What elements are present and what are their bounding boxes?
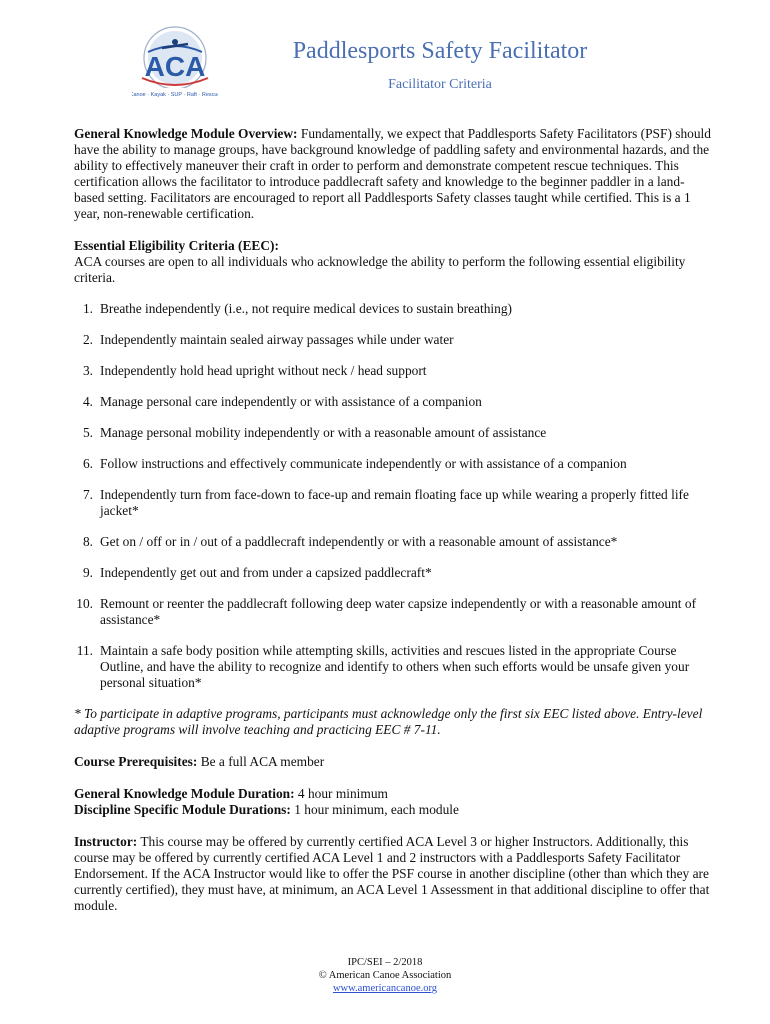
overview-text: Fundamentally, we expect that Paddlesports Safety Facilitators (PSF) should have the ability to manage groups, have background knowledge of paddling safety and environmental hazards, and the ability to effectively maneuver their craft in order to perform and demonstrate competent rescue techniques. This certification allows the facilitator to introduce paddlecraft safety and knowledge to the beginner paddler in a land-based setting. Facilitators are encouraged to report all Paddlesports Safety classes taught while certified. This is a 1 year, non-renewable certification. bbox=[74, 126, 711, 221]
instructor-heading: Instructor: bbox=[74, 834, 138, 849]
document-body bbox=[74, 126, 714, 914]
prerequisites-text: Be a full ACA member bbox=[197, 754, 325, 769]
list-item-text: Independently hold head upright without neck / head support bbox=[100, 363, 427, 378]
list-item bbox=[74, 363, 714, 379]
list-item bbox=[74, 534, 714, 550]
copyright-text: © American Canoe Association bbox=[318, 970, 452, 981]
list-item bbox=[74, 332, 714, 348]
aca-logo bbox=[132, 22, 218, 102]
list-item bbox=[74, 456, 714, 472]
discipline-duration-heading: Discipline Specific Module Durations: bbox=[74, 802, 291, 817]
general-duration-heading: General Knowledge Module Duration: bbox=[74, 786, 295, 801]
discipline-duration-text: 1 hour minimum, each module bbox=[290, 802, 459, 817]
eec-intro: ACA courses are open to all individuals who acknowledge the ability to perform the following essential eligibility criteria. bbox=[74, 254, 686, 285]
list-item-number: 5. bbox=[82, 425, 93, 440]
list-item-text: Manage personal mobility independently or with a reasonable amount of assistance bbox=[100, 425, 547, 440]
list-item bbox=[74, 425, 714, 441]
list-item-text: Breathe independently (i.e., not require medical devices to sustain breathing) bbox=[100, 301, 512, 316]
list-item-number: 10. bbox=[76, 596, 93, 611]
svg-text:Canoe · Kayak · SUP · Raft · R: Canoe · Kayak · SUP · Raft · Rescue bbox=[132, 92, 218, 98]
instructor-paragraph bbox=[74, 834, 714, 914]
list-item bbox=[74, 596, 714, 628]
list-item-number: 3. bbox=[82, 363, 93, 378]
eec-list bbox=[74, 301, 714, 691]
general-duration bbox=[74, 786, 714, 802]
list-item-number: 2. bbox=[82, 332, 93, 347]
website-link[interactable]: www.americancanoe.org bbox=[332, 983, 438, 994]
prerequisites-paragraph bbox=[74, 754, 714, 770]
list-item-text: Independently maintain sealed airway passages while under water bbox=[100, 332, 454, 347]
aca-logo-graphic bbox=[132, 22, 218, 102]
list-item-text: Remount or reenter the paddlecraft following deep water capsize independently or with a reasonable amount of assistance* bbox=[100, 596, 697, 627]
list-item bbox=[74, 394, 714, 410]
general-duration-text: 4 hour minimum bbox=[294, 786, 388, 801]
list-item-number: 4. bbox=[82, 394, 93, 409]
adaptive-note: * To participate in adaptive programs, participants must acknowledge only the first six EEC listed above. Entry-level adaptive programs will involve teaching and practicing EEC # 7-11. bbox=[74, 706, 703, 737]
list-item-number: 7. bbox=[82, 487, 93, 502]
document-code: IPC/SEI – 2/2018 bbox=[347, 957, 423, 968]
list-item-number: 8. bbox=[82, 534, 93, 549]
list-item-number: 1. bbox=[82, 301, 93, 316]
list-item-number: 6. bbox=[82, 456, 93, 471]
document-title: Paddlesports Safety Facilitator bbox=[292, 38, 588, 64]
list-item-text: Follow instructions and effectively communicate independently or with assistance of a companion bbox=[100, 456, 627, 471]
list-item bbox=[74, 565, 714, 581]
list-item-text: Independently get out and from under a capsized paddlecraft* bbox=[100, 565, 432, 580]
list-item-text: Get on / off or in / out of a paddlecraft independently or with a reasonable amount of assistance* bbox=[100, 534, 618, 549]
page-footer bbox=[0, 956, 770, 995]
list-item-number: 9. bbox=[82, 565, 93, 580]
overview-heading: General Knowledge Module Overview: bbox=[74, 126, 298, 141]
prerequisites-heading: Course Prerequisites: bbox=[74, 754, 198, 769]
instructor-text: This course may be offered by currently certified ACA Level 3 or higher Instructors. Additionally, this course may be offered by currently certified ACA Level 1 and 2 instructors with a Paddlesports Safety Facilitator Endorsement. If the ACA Instructor would like to offer the PSF course in another discipline (other than which they are currently certified), they must have, at minimum, an ACA Level 1 Assessment in that additional discipline to offer that module. bbox=[74, 834, 710, 913]
list-item bbox=[74, 301, 714, 317]
list-item-text: Manage personal care independently or with assistance of a companion bbox=[100, 394, 482, 409]
svg-text:ACA: ACA bbox=[144, 51, 206, 82]
list-item bbox=[74, 643, 714, 691]
list-item-number: 11. bbox=[76, 643, 93, 658]
document-subtitle: Facilitator Criteria bbox=[388, 77, 492, 92]
list-item-text: Maintain a safe body position while attempting skills, activities and rescues listed in the appropriate Course Outline, and have the ability to recognize and identify to others when such efforts would be unsafe given your personal situation* bbox=[100, 643, 690, 690]
overview-paragraph bbox=[74, 126, 714, 222]
list-item bbox=[74, 487, 714, 519]
list-item-text: Independently turn from face-down to face-up and remain floating face up while wearing a properly fitted life jacket* bbox=[100, 487, 689, 518]
discipline-duration bbox=[74, 802, 714, 818]
eec-heading: Essential Eligibility Criteria (EEC): bbox=[74, 238, 279, 253]
